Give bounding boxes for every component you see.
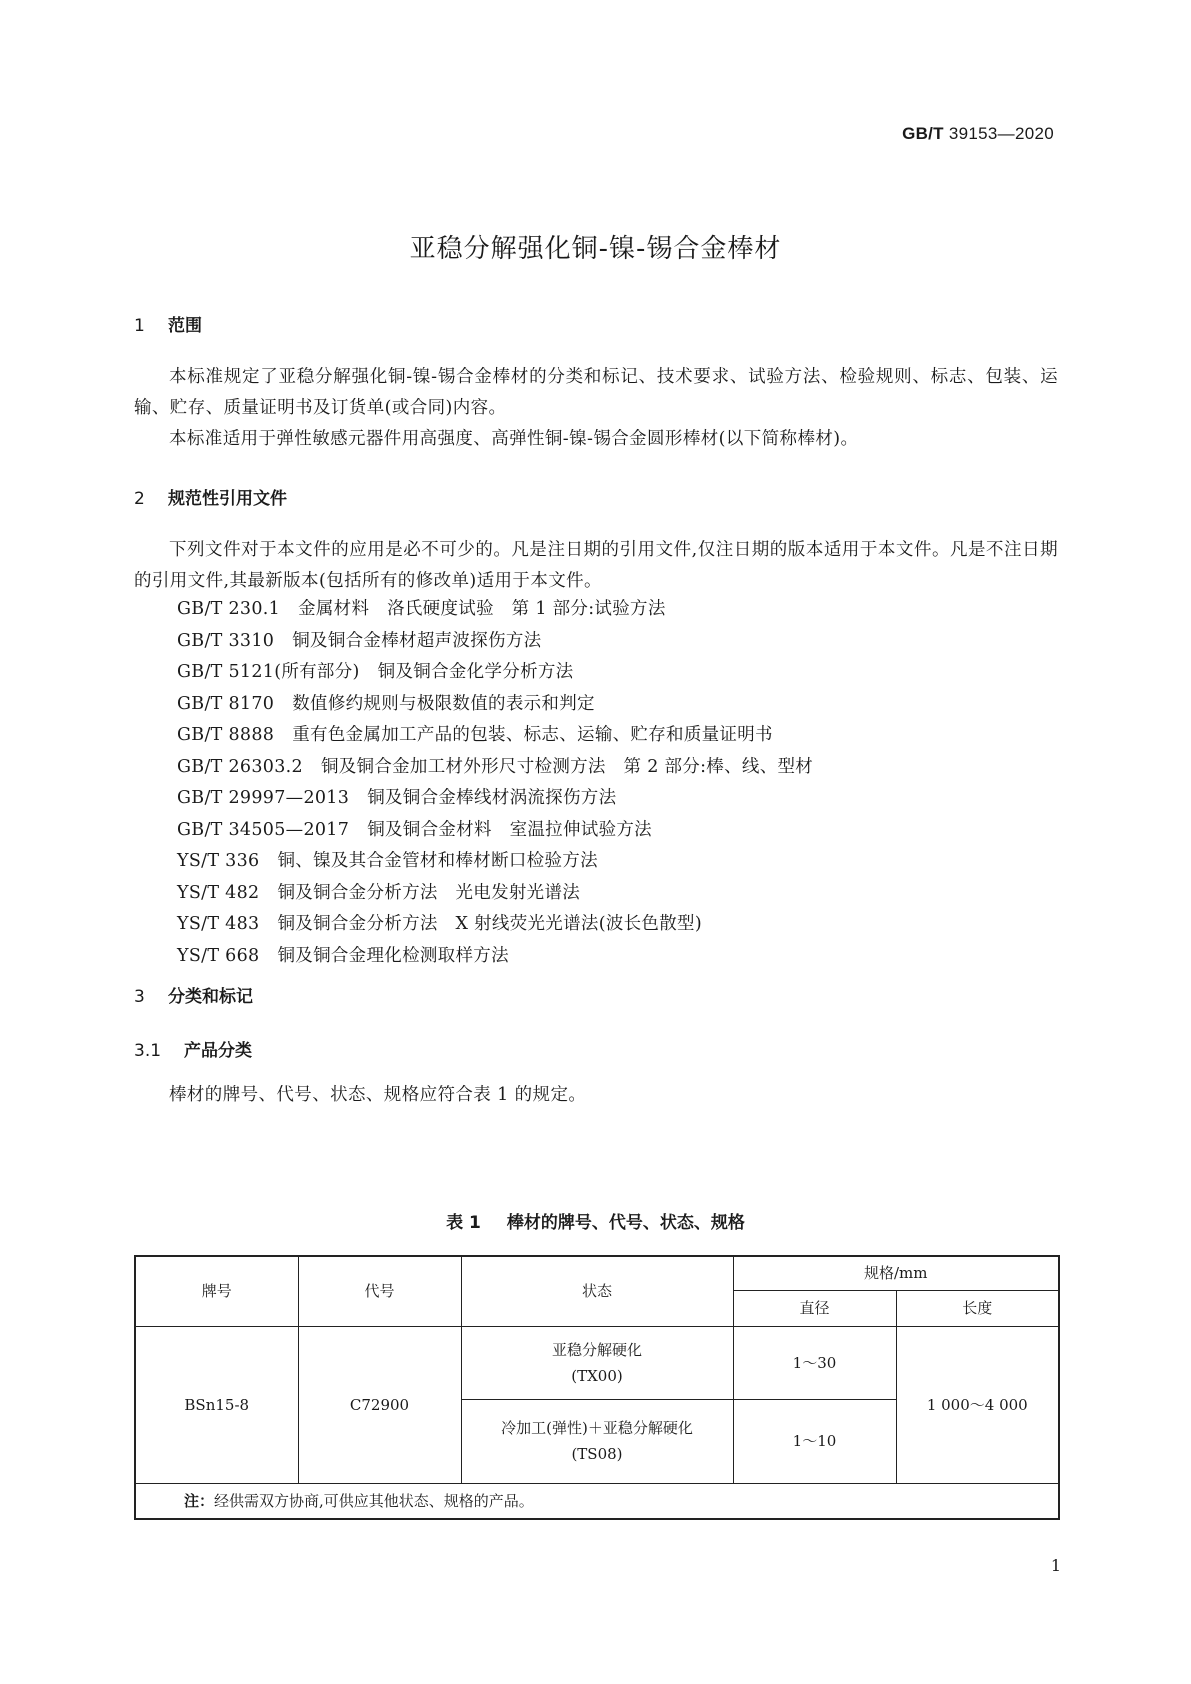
- section-number: 1: [134, 316, 145, 336]
- subsection-3-1-body: [134, 1080, 1058, 1111]
- reference-title: 铜及铜合金材料 室温拉伸试验方法: [367, 819, 652, 840]
- reference-item: [177, 941, 813, 973]
- reference-item: [177, 657, 813, 689]
- cell-diameter: 1～30: [733, 1326, 896, 1399]
- reference-item: [177, 783, 813, 815]
- header-diameter: 直径: [733, 1290, 896, 1326]
- paragraph: 下列文件对于本文件的应用是必不可少的。凡是注日期的引用文件,仅注日期的版本适用于本文件。凡是不注日期的引用文件,其最新版本(包括所有的修改单)适用于本文件。: [134, 540, 1058, 591]
- reference-title: 铜及铜合金化学分析方法: [377, 662, 574, 682]
- cell-code: C72900: [298, 1326, 461, 1483]
- reference-title: 铜及铜合金理化检测取样方法: [277, 945, 509, 966]
- section-1-heading: [134, 311, 202, 336]
- reference-title: 数值修约规则与极限数值的表示和判定: [292, 693, 595, 714]
- reference-item: [177, 815, 813, 847]
- reference-title: 铜及铜合金棒线材涡流探伤方法: [367, 788, 617, 808]
- reference-item: [177, 689, 813, 721]
- subsection-title: 产品分类: [184, 1041, 252, 1061]
- reference-code: YS/T 336: [177, 851, 260, 871]
- cell-state: [461, 1399, 733, 1483]
- section-title: 规范性引用文件: [168, 489, 287, 509]
- reference-code: YS/T 483: [177, 914, 260, 934]
- reference-item: [177, 626, 813, 658]
- section-3-heading: [134, 982, 253, 1007]
- section-2-body: [134, 535, 1058, 597]
- section-number: 3: [134, 987, 145, 1007]
- reference-code: GB/T 8888: [177, 725, 275, 745]
- reference-title: 铜及铜合金棒材超声波探伤方法: [292, 630, 542, 651]
- section-title: 分类和标记: [168, 987, 253, 1007]
- table-caption: [0, 1208, 1191, 1233]
- section-title: 范围: [168, 316, 202, 336]
- state-name: 亚稳分解硬化: [551, 1340, 642, 1359]
- reference-code: GB/T 34505—2017: [177, 819, 350, 840]
- reference-item: [177, 720, 813, 752]
- cell-state: [461, 1326, 733, 1399]
- reference-code: GB/T 3310: [177, 630, 275, 651]
- reference-title: 铜、镍及其合金管材和棒材断口检验方法: [277, 851, 598, 871]
- page-number: 1: [1050, 1556, 1061, 1575]
- note-text: 经供需双方协商,可供应其他状态、规格的产品。: [214, 1491, 534, 1510]
- table-title: 棒材的牌号、代号、状态、规格: [506, 1213, 745, 1233]
- state-code: (TX00): [571, 1366, 623, 1385]
- header-code: 代号: [298, 1256, 461, 1326]
- paragraph: 本标准规定了亚稳分解强化铜-镍-锡合金棒材的分类和标记、技术要求、试验方法、检验规则、标志、包装、运输、贮存、质量证明书及订货单(或合同)内容。: [134, 367, 1058, 418]
- section-1-body: [134, 362, 1058, 455]
- reference-title: 重有色金属加工产品的包装、标志、运输、贮存和质量证明书: [292, 725, 773, 745]
- header-length: 长度: [896, 1290, 1059, 1326]
- state-name: 冷加工(弹性)＋亚稳分解硬化: [501, 1419, 693, 1437]
- reference-item: [177, 752, 813, 784]
- state-code: (TS08): [571, 1445, 623, 1463]
- header-grade: 牌号: [135, 1256, 298, 1326]
- cell-diameter: 1～10: [733, 1399, 896, 1483]
- reference-item: [177, 878, 813, 910]
- standard-number: [902, 124, 1054, 144]
- reference-list: [177, 594, 813, 972]
- table-number: 表 1: [446, 1213, 481, 1233]
- header-state: 状态: [461, 1256, 733, 1326]
- reference-code: GB/T 230.1: [177, 599, 281, 619]
- subsection-3-1-heading: [134, 1036, 252, 1061]
- section-2-heading: [134, 484, 287, 509]
- reference-title: 铜及铜合金分析方法 X 射线荧光光谱法(波长色散型): [277, 914, 702, 934]
- std-prefix: GB/T: [902, 124, 944, 143]
- document-title: 亚稳分解强化铜-镍-锡合金棒材: [409, 234, 782, 264]
- reference-code: YS/T 668: [177, 945, 260, 966]
- reference-code: GB/T 29997—2013: [177, 788, 350, 808]
- note-label: 注：: [184, 1491, 215, 1510]
- table-note: [135, 1483, 1059, 1519]
- reference-item: [177, 909, 813, 941]
- reference-item: [177, 846, 813, 878]
- cell-grade: BSn15-8: [135, 1326, 298, 1483]
- reference-code: YS/T 482: [177, 882, 260, 903]
- paragraph: 棒材的牌号、代号、状态、规格应符合表 1 的规定。: [169, 1085, 587, 1105]
- cell-length: 1 000～4 000: [896, 1326, 1059, 1483]
- section-number: 2: [134, 489, 145, 509]
- paragraph: 本标准适用于弹性敏感元器件用高强度、高弹性铜-镍-锡合金圆形棒材(以下简称棒材)。: [169, 429, 859, 449]
- reference-item: [177, 594, 813, 626]
- header-spec: 规格/mm: [733, 1256, 1059, 1290]
- reference-code: GB/T 5121(所有部分): [177, 662, 360, 682]
- reference-title: 铜及铜合金分析方法 光电发射光谱法: [277, 882, 581, 903]
- reference-code: GB/T 8170: [177, 693, 275, 714]
- reference-code: GB/T 26303.2: [177, 756, 303, 777]
- subsection-number: 3.1: [134, 1041, 162, 1061]
- spec-table: [134, 1255, 1060, 1520]
- reference-title: 铜及铜合金加工材外形尺寸检测方法 第 2 部分:棒、线、型材: [320, 756, 814, 777]
- std-number: 39153—2020: [948, 124, 1054, 143]
- reference-title: 金属材料 洛氏硬度试验 第 1 部分:试验方法: [298, 599, 666, 619]
